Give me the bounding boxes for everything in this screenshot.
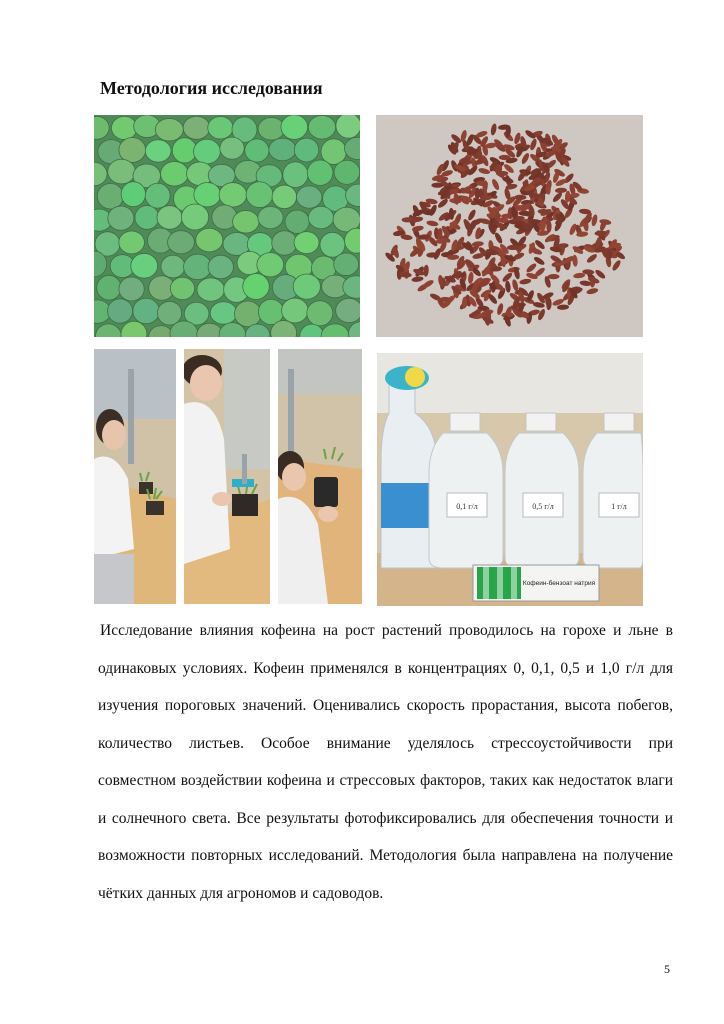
section-heading: Методология исследования bbox=[100, 78, 323, 98]
student-watering-photo bbox=[184, 349, 270, 604]
svg-text:1 г/л: 1 г/л bbox=[611, 502, 627, 511]
flax-seeds-photo bbox=[376, 115, 643, 337]
student-photographing-photo bbox=[278, 349, 362, 604]
svg-text:0,1 г/л: 0,1 г/л bbox=[456, 502, 478, 511]
paragraph-text: Исследование влияния кофеина на рост растений проводилось на горохе и льне в одинаковых условиях. Кофеин применялся в концентрациях 0, 0,1, 0,5 и 1,0 г/л для изучения пороговых значений. Оценивались скорость прорастания, высота побегов, количество листьев. Особое внимание уделялось стрессоустойчивости при совместном воздействии кофеина и стрессовых факторов, таких как недостаток влаги и солнечного света. Все результаты фотофиксировались для обеспечения точности и возможности повторных исследований. Методология была направлена на получение чётких данных для агрономов и садоводов. bbox=[98, 622, 673, 902]
svg-text:Кофеин-бензоат натрия: Кофеин-бензоат натрия bbox=[522, 580, 596, 587]
student-with-seedlings-photo bbox=[94, 349, 176, 604]
page-number: 5 bbox=[664, 962, 670, 976]
peas-photo bbox=[94, 115, 360, 337]
svg-text:0,5 г/л: 0,5 г/л bbox=[532, 502, 554, 511]
caffeine-solutions-photo bbox=[377, 353, 643, 606]
caffeine-box bbox=[473, 565, 599, 601]
body-paragraph bbox=[98, 612, 673, 912]
